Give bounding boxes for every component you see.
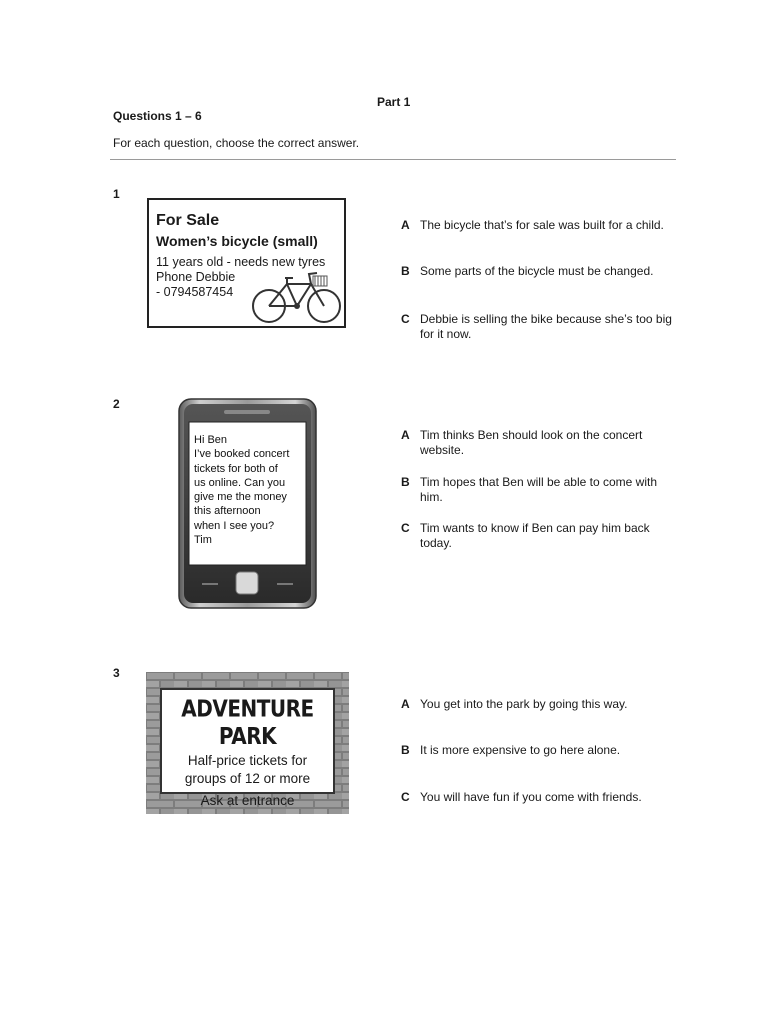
option-letter: B (401, 475, 410, 489)
sign-title: ADVENTURE PARK (181, 694, 314, 750)
answer-option[interactable] (401, 521, 676, 551)
option-text: Tim thinks Ben should look on the concert website. (420, 428, 643, 457)
question-number: 3 (113, 666, 120, 680)
answer-option[interactable] (401, 475, 676, 505)
message-line: when I see you? (194, 519, 275, 532)
answer-option[interactable] (401, 697, 676, 712)
message-line: tickets for both of (194, 462, 278, 475)
answer-option[interactable] (401, 218, 676, 233)
sign-line: Ask at entrance (200, 793, 295, 808)
part-title: Part 1 (377, 95, 411, 109)
option-text: Tim wants to know if Ben can pay him back today. (420, 521, 650, 550)
message-line: Tim (194, 534, 212, 547)
question-number: 1 (113, 187, 120, 201)
option-letter: A (401, 697, 410, 711)
option-text: You will have fun if you come with friends. (420, 790, 642, 804)
message-line: I’ve booked concert (194, 448, 290, 461)
message-line: Hi Ben (194, 434, 228, 446)
message-line: us online. Can you (194, 476, 286, 489)
message-line: give me the money (194, 491, 287, 504)
option-text: Some parts of the bicycle must be changed. (420, 264, 654, 278)
bicycle-icon (249, 270, 344, 325)
option-letter: C (401, 790, 410, 804)
option-letter: B (401, 264, 410, 278)
notice-subtitle: Women’s bicycle (small) (156, 233, 318, 249)
answer-option[interactable] (401, 264, 676, 279)
option-text: The bicycle that’s for sale was built for a child. (420, 218, 664, 232)
message-line: this afternoon (194, 505, 261, 518)
for-sale-notice (147, 198, 346, 328)
notice-line: - 0794587454 (156, 285, 234, 299)
text-message (194, 433, 304, 547)
option-letter: A (401, 428, 410, 442)
adventure-park-sign (160, 688, 335, 808)
answer-option[interactable] (401, 428, 676, 458)
option-text: It is more expensive to go here alone. (420, 743, 621, 757)
option-text: You get into the park by going this way. (420, 697, 628, 711)
sign-line: groups of 12 or more (184, 771, 311, 786)
option-letter: C (401, 312, 410, 326)
questions-heading: Questions 1 – 6 (113, 109, 202, 123)
answer-option[interactable] (401, 743, 676, 758)
notice-line: 11 years old - needs new tyres (156, 255, 326, 269)
divider (110, 159, 676, 160)
notice-line: Phone Debbie (156, 270, 236, 284)
question-number: 2 (113, 397, 120, 411)
option-letter: C (401, 521, 410, 535)
instruction-text: For each question, choose the correct answer. (113, 136, 360, 150)
option-letter: A (401, 218, 410, 232)
notice-title: For Sale (156, 212, 220, 229)
answer-option[interactable] (401, 790, 676, 805)
answer-option[interactable] (401, 312, 676, 342)
option-text: Tim hopes that Ben will be able to come with him. (420, 475, 658, 504)
option-letter: B (401, 743, 410, 757)
sign-line: Half-price tickets for (187, 753, 308, 768)
option-text: Debbie is selling the bike because she’s too big for it now. (420, 312, 672, 341)
